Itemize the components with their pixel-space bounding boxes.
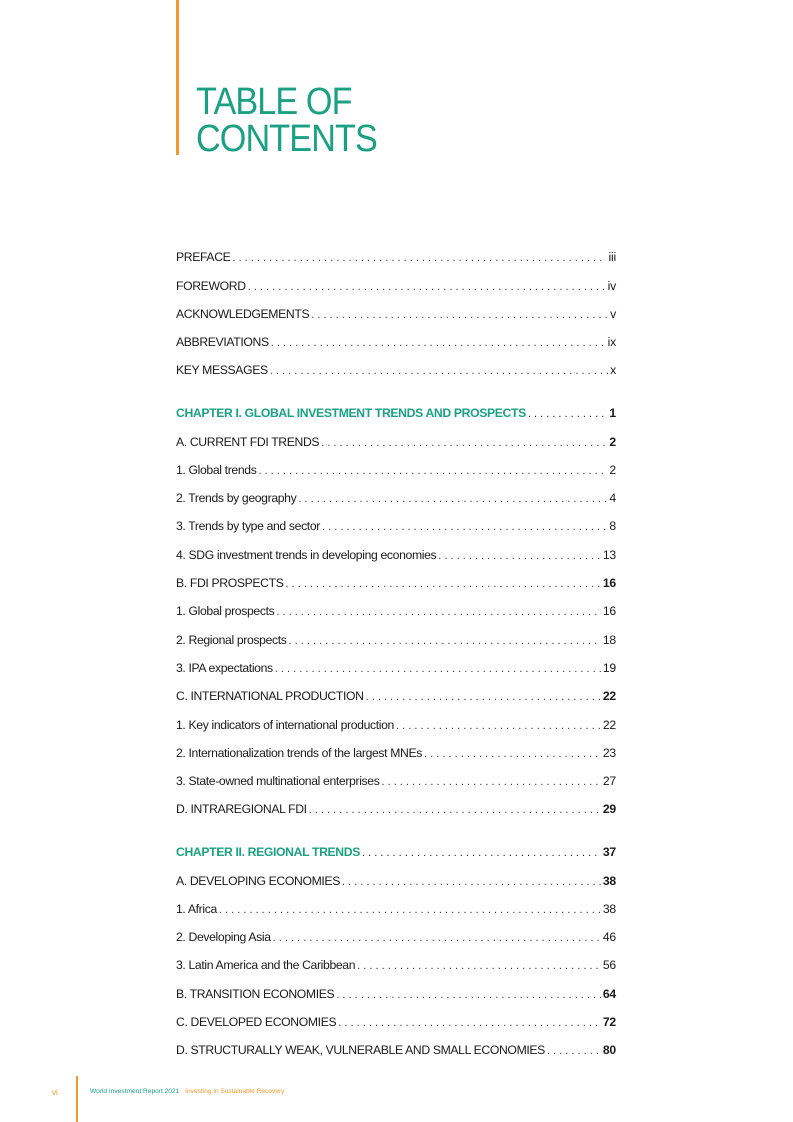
- toc-entry-label: B. TRANSITION ECONOMIES: [176, 986, 335, 1001]
- toc-entry-section[interactable]: [176, 1029, 616, 1057]
- toc-entry-item[interactable]: [176, 647, 616, 675]
- toc-entry-item[interactable]: [176, 590, 616, 618]
- toc-entry-label: C. DEVELOPED ECONOMIES: [176, 1015, 337, 1030]
- toc-entry-page-number: v: [610, 306, 616, 321]
- toc-entry-label: 2. Internationalization trends of the largest MNEs: [176, 745, 423, 760]
- toc-entry-chapter[interactable]: [176, 392, 616, 420]
- toc-entry-page-number: 80: [602, 1043, 616, 1058]
- toc-entry-chapter[interactable]: [176, 831, 616, 859]
- toc-entry-label: 4. SDG investment trends in developing economies: [176, 547, 437, 562]
- toc-dot-leader: [258, 465, 607, 477]
- toc-dot-leader: [322, 521, 607, 533]
- page-title: [196, 81, 377, 160]
- toc-entry-page-number: 19: [602, 660, 616, 675]
- toc-entry-item[interactable]: [176, 533, 616, 561]
- toc-entry-top[interactable]: [176, 236, 616, 264]
- toc-dot-leader: [362, 847, 601, 859]
- toc-dot-leader: [321, 437, 607, 449]
- toc-dot-leader: [232, 252, 606, 264]
- toc-dot-leader: [276, 606, 600, 618]
- toc-entry-section[interactable]: [176, 562, 616, 590]
- toc-entry-label: CHAPTER I. GLOBAL INVESTMENT TRENDS AND PROSPECTS: [176, 406, 526, 421]
- toc-entry-page-number: 46: [602, 930, 616, 945]
- toc-entry-page-number: 13: [602, 547, 616, 562]
- toc-entry-page-number: 16: [602, 604, 616, 619]
- toc-entry-item[interactable]: [176, 732, 616, 760]
- toc-dot-leader: [275, 663, 601, 675]
- toc-entry-label: 3. IPA expectations: [176, 660, 273, 675]
- toc-entry-page-number: 22: [602, 689, 616, 704]
- toc-dot-leader: [357, 960, 601, 972]
- toc-dot-leader: [338, 1017, 601, 1029]
- toc-entry-section[interactable]: [176, 859, 616, 887]
- toc-dot-leader: [273, 932, 601, 944]
- footer-running-title: [90, 1088, 284, 1095]
- toc-entry-label: ABBREVIATIONS: [176, 335, 269, 350]
- toc-dot-leader: [248, 281, 606, 293]
- toc-dot-leader: [528, 408, 608, 420]
- toc-entry-label: 2. Regional prospects: [176, 632, 287, 647]
- toc-entry-label: D. INTRAREGIONAL FDI: [176, 802, 307, 817]
- header-accent-line: [176, 0, 179, 155]
- footer-accent-line: [76, 1076, 78, 1122]
- toc-entry-label: A. DEVELOPING ECONOMIES: [176, 873, 340, 888]
- toc-dot-leader: [342, 876, 601, 888]
- toc-entry-section[interactable]: [176, 420, 616, 448]
- toc-entry-item[interactable]: [176, 703, 616, 731]
- toc-entry-label: 3. Trends by type and sector: [176, 519, 320, 534]
- toc-entry-item[interactable]: [176, 505, 616, 533]
- toc-dot-leader: [289, 635, 601, 647]
- toc-entry-item[interactable]: [176, 944, 616, 972]
- toc-entry-page-number: iv: [607, 278, 616, 293]
- toc-entry-page-number: 8: [609, 519, 616, 534]
- toc-entry-page-number: 18: [602, 632, 616, 647]
- toc-entry-page-number: 2: [609, 434, 616, 449]
- toc-entry-page-number: ix: [607, 335, 616, 350]
- toc-entry-page-number: x: [610, 363, 616, 378]
- footer-page-number: vi: [52, 1088, 58, 1097]
- toc-entry-section[interactable]: [176, 972, 616, 1000]
- toc-entry-page-number: 38: [602, 873, 616, 888]
- toc-entry-top[interactable]: [176, 264, 616, 292]
- toc-dot-leader: [381, 776, 600, 788]
- toc-entry-page-number: 22: [602, 717, 616, 732]
- toc-entry-label: FOREWORD: [176, 278, 246, 293]
- toc-entry-label: C. INTERNATIONAL PRODUCTION: [176, 689, 364, 704]
- toc-entry-item[interactable]: [176, 888, 616, 916]
- toc-entry-page-number: 37: [602, 845, 616, 860]
- toc-entry-label: 2. Developing Asia: [176, 930, 271, 945]
- page-title-line-2: CONTENTS: [196, 118, 377, 160]
- toc-entry-page-number: 16: [602, 576, 616, 591]
- toc-entry-top[interactable]: [176, 293, 616, 321]
- toc-entry-label: 3. Latin America and the Caribbean: [176, 958, 356, 973]
- toc-entry-item[interactable]: [176, 916, 616, 944]
- toc-entry-top[interactable]: [176, 321, 616, 349]
- toc-entry-page-number: 56: [602, 958, 616, 973]
- toc-entry-item[interactable]: [176, 618, 616, 646]
- toc-dot-leader: [271, 337, 606, 349]
- toc-dot-leader: [298, 493, 607, 505]
- toc-entry-section[interactable]: [176, 1001, 616, 1029]
- toc-entry-page-number: 2: [609, 462, 616, 477]
- toc-entry-page-number: 72: [602, 1015, 616, 1030]
- toc-entry-label: D. STRUCTURALLY WEAK, VULNERABLE AND SMALL ECONOMIES: [176, 1043, 545, 1058]
- table-of-contents: [176, 236, 616, 1057]
- toc-dot-leader: [547, 1045, 601, 1057]
- toc-dot-leader: [309, 804, 601, 816]
- toc-dot-leader: [311, 309, 608, 321]
- toc-entry-label: ACKNOWLEDGEMENTS: [176, 306, 310, 321]
- toc-entry-label: B. FDI PROSPECTS: [176, 576, 284, 591]
- toc-entry-page-number: 1: [609, 406, 616, 421]
- toc-entry-label: 3. State-owned multinational enterprises: [176, 774, 380, 789]
- footer-report-name: World Investment Report 2021: [90, 1088, 180, 1095]
- toc-entry-label: A. CURRENT FDI TRENDS: [176, 434, 320, 449]
- toc-dot-leader: [424, 748, 601, 760]
- toc-entry-item[interactable]: [176, 449, 616, 477]
- toc-entry-label: KEY MESSAGES: [176, 363, 268, 378]
- toc-dot-leader: [270, 365, 608, 377]
- toc-dot-leader: [219, 904, 601, 916]
- toc-dot-leader: [286, 578, 601, 590]
- toc-entry-page-number: 38: [602, 901, 616, 916]
- toc-entry-page-number: 23: [602, 745, 616, 760]
- page-title-line-1: TABLE OF: [196, 81, 352, 123]
- toc-dot-leader: [396, 720, 601, 732]
- toc-entry-section[interactable]: [176, 788, 616, 816]
- footer-report-subtitle: Investing in Sustainable Recovery: [185, 1088, 285, 1095]
- toc-entry-label: 2. Trends by geography: [176, 491, 297, 506]
- toc-entry-item[interactable]: [176, 477, 616, 505]
- toc-entry-page-number: iii: [608, 250, 616, 265]
- toc-dot-leader: [366, 691, 601, 703]
- toc-dot-leader: [336, 989, 601, 1001]
- toc-entry-label: CHAPTER II. REGIONAL TRENDS: [176, 845, 360, 860]
- toc-entry-label: 1. Global prospects: [176, 604, 275, 619]
- toc-entry-label: PREFACE: [176, 250, 231, 265]
- toc-entry-label: 1. Africa: [176, 901, 217, 916]
- toc-entry-page-number: 64: [602, 986, 616, 1001]
- toc-entry-top[interactable]: [176, 349, 616, 377]
- toc-entry-page-number: 4: [609, 491, 616, 506]
- toc-entry-label: 1. Global trends: [176, 462, 257, 477]
- toc-entry-item[interactable]: [176, 760, 616, 788]
- toc-entry-page-number: 29: [602, 802, 616, 817]
- toc-entry-label: 1. Key indicators of international production: [176, 717, 394, 732]
- toc-entry-page-number: 27: [602, 774, 616, 789]
- toc-dot-leader: [438, 550, 601, 562]
- toc-entry-section[interactable]: [176, 675, 616, 703]
